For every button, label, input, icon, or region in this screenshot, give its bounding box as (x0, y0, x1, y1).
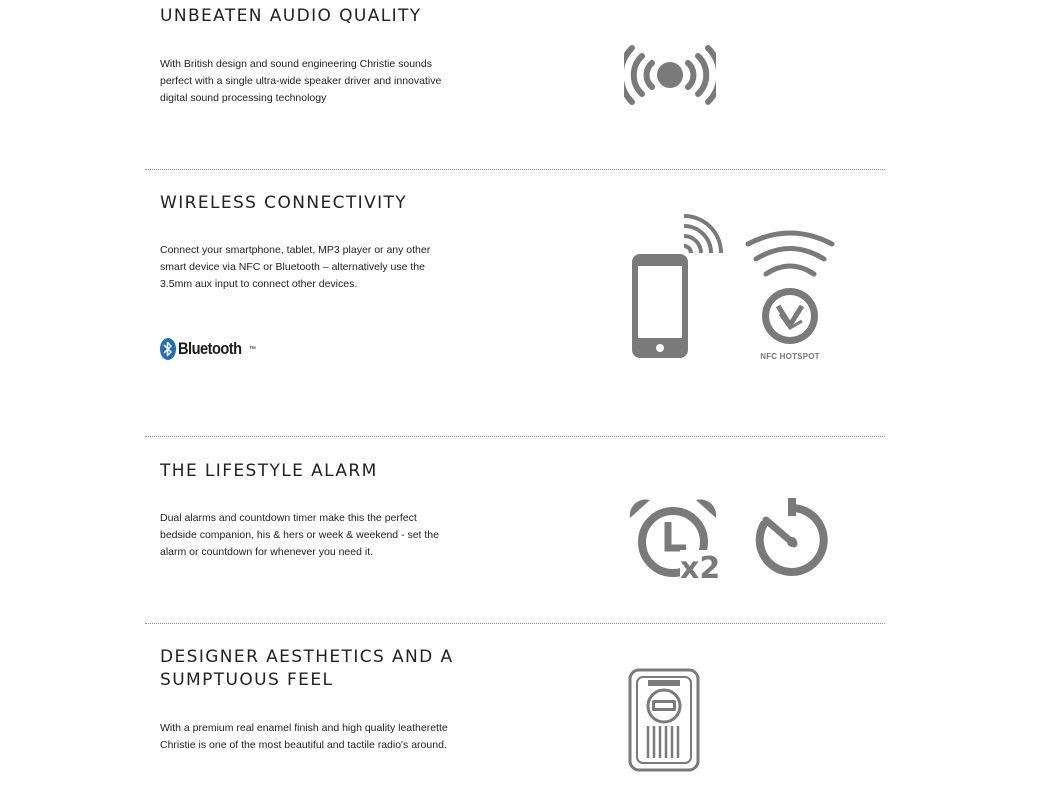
speaker-waves-icon (624, 40, 716, 110)
bluetooth-logo (160, 338, 256, 360)
bluetooth-wordmark: Bluetooth (178, 339, 242, 358)
section-body-audio: With British design and sound engineering Christie sounds perfect with a single ultra-wide speaker driver and innovative digital sound processing technology (160, 58, 442, 104)
section-body-wireless: Connect your smartphone, tablet, MP3 player or any other smart device via NFC or Bluetooth – alternatively use the 3.5mm aux input to connect other devices. (160, 244, 431, 290)
section-heading-audio: UNBEATEN AUDIO QUALITY (160, 6, 422, 26)
nfc-hotspot-label: NFC HOTSPOT (760, 352, 820, 361)
countdown-timer-icon (750, 496, 834, 580)
section-body-design: With a premium real enamel finish and high quality leatherette Christie is one of the most beautiful and tactile radio's around. (160, 722, 448, 751)
section-heading-alarm: THE LIFESTYLE ALARM (160, 461, 378, 481)
section-divider (145, 169, 885, 170)
section-divider (145, 436, 885, 437)
radio-device-icon (628, 668, 700, 772)
alarm-x2-badge: x2 (680, 551, 721, 580)
section-body-alarm: Dual alarms and countdown timer make this the perfect bedside companion, his & hers or week & weekend - set the alarm or countdown for whenever you need it. (160, 512, 439, 558)
section-heading-wireless: WIRELESS CONNECTIVITY (160, 193, 408, 213)
alarm-clock-x2-icon (624, 494, 724, 580)
nfc-hotspot-icon (742, 226, 838, 350)
smartphone-wireless-icon (628, 214, 724, 362)
section-divider (145, 623, 885, 624)
trademark-mark: ™ (248, 345, 256, 353)
section-heading-design: DESIGNER AESTHETICS AND A SUMPTUOUS FEEL (160, 647, 454, 690)
bluetooth-rune-icon (160, 338, 176, 360)
